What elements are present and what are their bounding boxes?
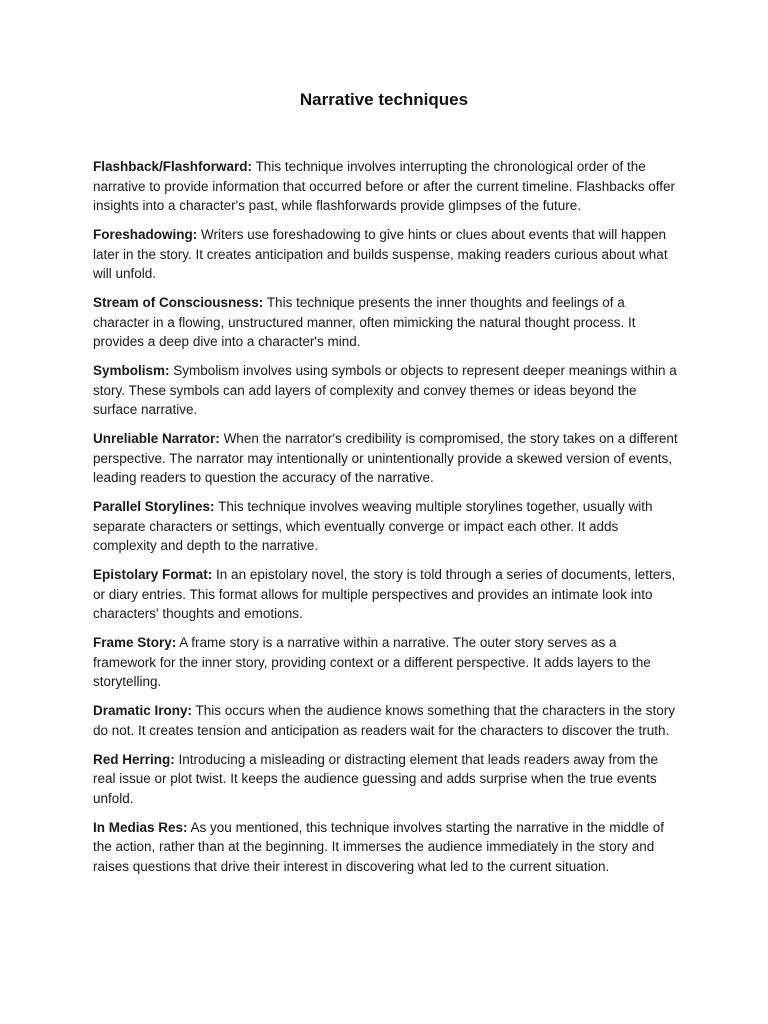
technique-description: This technique involves interrupting the chronological order of the narrative to provide information that occurred before or after the current timeline. Flashbacks offer insights into a character's past, while flashforwards provide glimpses of the future. — [93, 159, 676, 213]
technique-term: Foreshadowing: — [93, 227, 198, 242]
technique-description: Writers use foreshadowing to give hints or clues about events that will happen later in the story. It creates anticipation and builds suspense, making readers curious about what will unfold. — [93, 227, 668, 281]
technique-paragraph-stream-of-consciousness — [93, 293, 683, 352]
technique-list — [93, 157, 683, 886]
technique-description: When the narrator's credibility is compromised, the story takes on a different perspective. The narrator may intentionally or unintentionally provide a skewed version of events, leading readers to question the accuracy of the narrative. — [93, 431, 678, 485]
technique-term: Red Herring: — [93, 751, 175, 767]
technique-term: Parallel Storylines: — [93, 499, 215, 514]
technique-description: Symbolism involves using symbols or objects to represent deeper meanings within a story. These symbols can add layers of complexity and convey themes or ideas beyond the surface narrative. — [93, 363, 677, 417]
technique-term: Epistolary Format: — [93, 567, 213, 582]
technique-paragraph-red-herring — [93, 750, 683, 809]
technique-paragraph-epistolary-format — [93, 565, 683, 624]
technique-description: A frame story is a narrative within a narrative. The outer story serves as a framework for the inner story, providing context or a different perspective. It adds layers to the storytelling. — [93, 635, 651, 689]
technique-description: This technique presents the inner thoughts and feelings of a character in a flowing, unstructured manner, often mimicking the natural thought process. It provides a deep dive into a character's mind. — [93, 295, 636, 349]
technique-term: Flashback/Flashforward: — [93, 159, 253, 174]
technique-term: Dramatic Irony: — [93, 703, 193, 718]
technique-paragraph-parallel-storylines — [93, 497, 683, 556]
technique-description: This technique involves weaving multiple storylines together, usually with separate characters or settings, which eventually converge or impact each other. It adds complexity and depth to the narrative. — [93, 499, 653, 553]
technique-description: This occurs when the audience knows something that the characters in the story do not. It creates tension and anticipation as readers wait for the characters to discover the truth. — [93, 703, 676, 738]
document-title: Narrative techniques — [299, 90, 469, 109]
technique-term: Frame Story: — [93, 635, 177, 650]
technique-paragraph-dramatic-irony — [93, 701, 683, 740]
technique-description: Introducing a misleading or distracting element that leads readers away from the real issue or plot twist. It keeps the audience guessing and adds surprise when the true events unfold. — [93, 751, 659, 806]
technique-paragraph-flashback — [93, 157, 683, 216]
technique-paragraph-symbolism — [93, 361, 683, 420]
technique-paragraph-frame-story — [93, 633, 683, 692]
technique-term: In Medias Res: — [93, 819, 188, 835]
technique-term: Unreliable Narrator: — [93, 431, 220, 446]
technique-description: As you mentioned, this technique involves starting the narrative in the middle of the action, rather than at the beginning. It immerses the audience immediately in the story and raises questions that drive their interest in discovering what led to the current situation. — [93, 819, 665, 874]
technique-paragraph-in-medias-res — [93, 818, 683, 877]
technique-description: In an epistolary novel, the story is told through a series of documents, letters, or diary entries. This format allows for multiple perspectives and provides an intimate look into characters' thoughts and emotions. — [93, 567, 676, 621]
technique-paragraph-unreliable-narrator — [93, 429, 683, 488]
technique-paragraph-foreshadowing — [93, 225, 683, 284]
technique-term: Symbolism: — [93, 363, 170, 378]
technique-term: Stream of Consciousness: — [93, 295, 264, 310]
